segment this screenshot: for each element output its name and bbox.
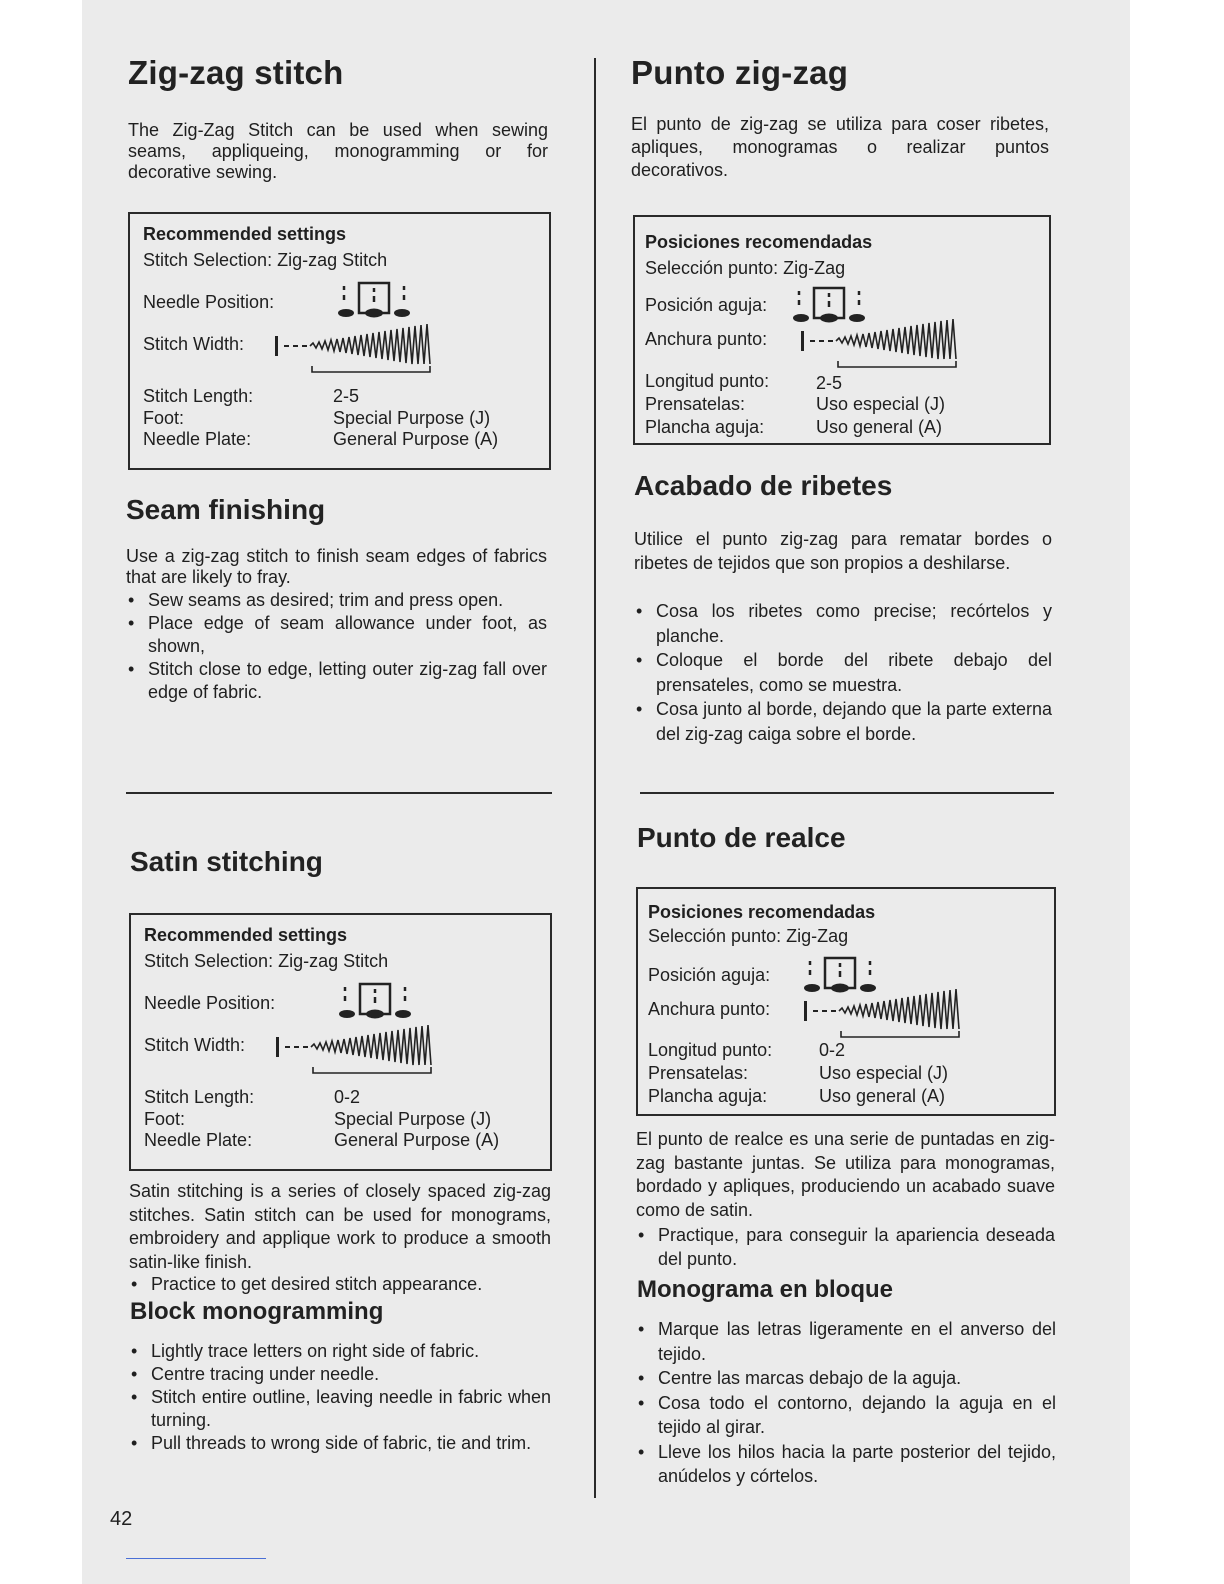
needle-plate-label: Plancha aguja: (648, 1086, 768, 1106)
list-item: • Marque las letras ligeramente en el anverso del tejido. (636, 1317, 1056, 1366)
list-item: • Pull threads to wrong side of fabric, tie and trim. (129, 1432, 551, 1455)
stitch-length-label: Stitch Length: (143, 386, 254, 406)
list-item: • Stitch close to edge, letting outer zig-zag fall over edge of fabric. (126, 658, 547, 704)
stitch-width-icon (273, 1023, 443, 1075)
en-settings-box-2 (129, 913, 552, 1171)
en-seam-list (126, 589, 547, 704)
needle-position-label: Posición aguja: (648, 965, 771, 985)
en-satin-list (129, 1273, 551, 1296)
es-seam-intro: Utilice el punto zig-zag para rematar bordes o ribetes de tejidos que son propios a deshilarse. (634, 529, 1052, 573)
es-title: Punto zig-zag (631, 54, 849, 91)
es-seam-list (634, 599, 1052, 746)
en-title: Zig-zag stitch (128, 54, 344, 91)
page-number: 42 (110, 1508, 133, 1530)
list-item: • Cosa todo el contorno, dejando la aguja en el tejido al girar. (636, 1391, 1056, 1440)
list-item: • Sew seams as desired; trim and press open. (126, 589, 547, 612)
needle-position-label: Posición aguja: (645, 295, 768, 315)
foot-label: Prensatelas: (648, 1063, 749, 1083)
needle-position-label: Needle Position: (144, 993, 276, 1013)
stitch-width-icon (272, 322, 442, 374)
es-block-title: Monograma en bloque (637, 1276, 894, 1303)
list-item: • Centre tracing under needle. (129, 1363, 551, 1386)
foot-label: Foot: (143, 408, 185, 428)
foot-value: Uso especial (J) (816, 394, 946, 414)
en-section-rule (126, 792, 552, 794)
en-intro: The Zig-Zag Stitch can be used when sewing seams, appliqueing, monogramming or for decorative sewing. (128, 120, 548, 182)
needle-plate-value: Uso general (A) (816, 417, 943, 437)
stitch-length-value: 2-5 (333, 386, 360, 406)
column-divider (594, 58, 596, 1498)
stitch-length-label: Longitud punto: (645, 371, 770, 391)
stitch-length-label: Longitud punto: (648, 1040, 773, 1060)
stitch-length-value: 0-2 (334, 1087, 361, 1107)
stitch-length-value: 2-5 (816, 373, 843, 393)
foot-label: Foot: (144, 1109, 186, 1129)
needle-position-label: Needle Position: (143, 292, 275, 312)
settings-title: Posiciones recomendadas (648, 902, 876, 922)
foot-label: Prensatelas: (645, 394, 746, 414)
stitch-length-value: 0-2 (819, 1040, 846, 1060)
stitch-selection: Selección punto: Zig-Zag (648, 926, 849, 946)
en-block-list (129, 1340, 551, 1455)
es-section-rule (640, 792, 1054, 794)
es-settings-box-1 (633, 215, 1051, 445)
en-settings-box-1 (128, 212, 551, 470)
en-seam-intro: Use a zig-zag stitch to finish seam edges of fabrics that are likely to fray. (126, 546, 547, 587)
stitch-selection: Stitch Selection: Zig-zag Stitch (144, 951, 389, 971)
footer-rule (126, 1558, 266, 1559)
es-intro: El punto de zig-zag se utiliza para coser ribetes, apliques, monogramas o realizar puntos decorativos. (631, 114, 1049, 180)
list-item: • Practique, para conseguir la apariencia deseada del punto. (636, 1223, 1055, 1271)
foot-value: Special Purpose (J) (334, 1109, 492, 1129)
settings-title: Posiciones recomendadas (645, 232, 873, 252)
needle-plate-value: Uso general (A) (819, 1086, 946, 1106)
stitch-width-label: Stitch Width: (144, 1035, 246, 1055)
list-item: • Coloque el borde del ribete debajo del prensateles, como se muestra. (634, 648, 1052, 697)
settings-title: Recommended settings (144, 925, 348, 945)
list-item: • Practice to get desired stitch appearance. (129, 1273, 551, 1296)
list-item: • Place edge of seam allowance under foot, as shown, (126, 612, 547, 658)
stitch-width-label: Anchura punto: (648, 999, 771, 1019)
list-item: • Lleve los hilos hacia la parte posterior del tejido, anúdelos y córtelos. (636, 1440, 1056, 1489)
stitch-length-label: Stitch Length: (144, 1087, 255, 1107)
needle-position-icon (338, 280, 410, 320)
foot-value: Special Purpose (J) (333, 408, 491, 428)
needle-plate-label: Needle Plate: (143, 429, 252, 449)
en-block-title: Block monogramming (130, 1298, 384, 1325)
stitch-width-icon (801, 987, 971, 1039)
es-satin-text: El punto de realce es una serie de puntadas en zig-zag bastante juntas. Se utiliza para monogramas, bordado y apliques, produciendo un acabado suave como de satin. (636, 1129, 1055, 1220)
stitch-width-icon (798, 317, 968, 369)
es-satin-title: Punto de realce (637, 822, 846, 853)
en-satin-title: Satin stitching (130, 846, 323, 877)
es-block-list (636, 1317, 1056, 1489)
list-item: • Stitch entire outline, leaving needle in fabric when turning. (129, 1386, 551, 1432)
list-item: • Cosa junto al borde, dejando que la parte externa del zig-zag caiga sobre el borde. (634, 697, 1052, 746)
stitch-width-label: Anchura punto: (645, 329, 768, 349)
es-settings-box-2 (636, 887, 1056, 1116)
stitch-selection: Selección punto: Zig-Zag (645, 258, 846, 278)
en-seam-title: Seam finishing (126, 494, 326, 525)
en-satin-text: Satin stitching is a series of closely spaced zig-zag stitches. Satin stitch can be used for monograms, embroidery and applique work to produce a smooth satin-like finish. (129, 1181, 551, 1272)
foot-value: Uso especial (J) (819, 1063, 949, 1083)
list-item: • Lightly trace letters on right side of fabric. (129, 1340, 551, 1363)
settings-title: Recommended settings (143, 224, 347, 244)
list-item: • Centre las marcas debajo de la aguja. (636, 1366, 1056, 1391)
list-item: • Cosa los ribetes como precise; recórtelos y planche. (634, 599, 1052, 648)
needle-plate-value: General Purpose (A) (334, 1130, 500, 1150)
needle-plate-value: General Purpose (A) (333, 429, 499, 449)
needle-plate-label: Needle Plate: (144, 1130, 253, 1150)
stitch-width-label: Stitch Width: (143, 334, 245, 354)
stitch-selection: Stitch Selection: Zig-zag Stitch (143, 250, 388, 270)
needle-plate-label: Plancha aguja: (645, 417, 765, 437)
needle-position-icon (339, 981, 411, 1021)
es-seam-title: Acabado de ribetes (634, 470, 893, 501)
es-satin-list (636, 1223, 1055, 1271)
